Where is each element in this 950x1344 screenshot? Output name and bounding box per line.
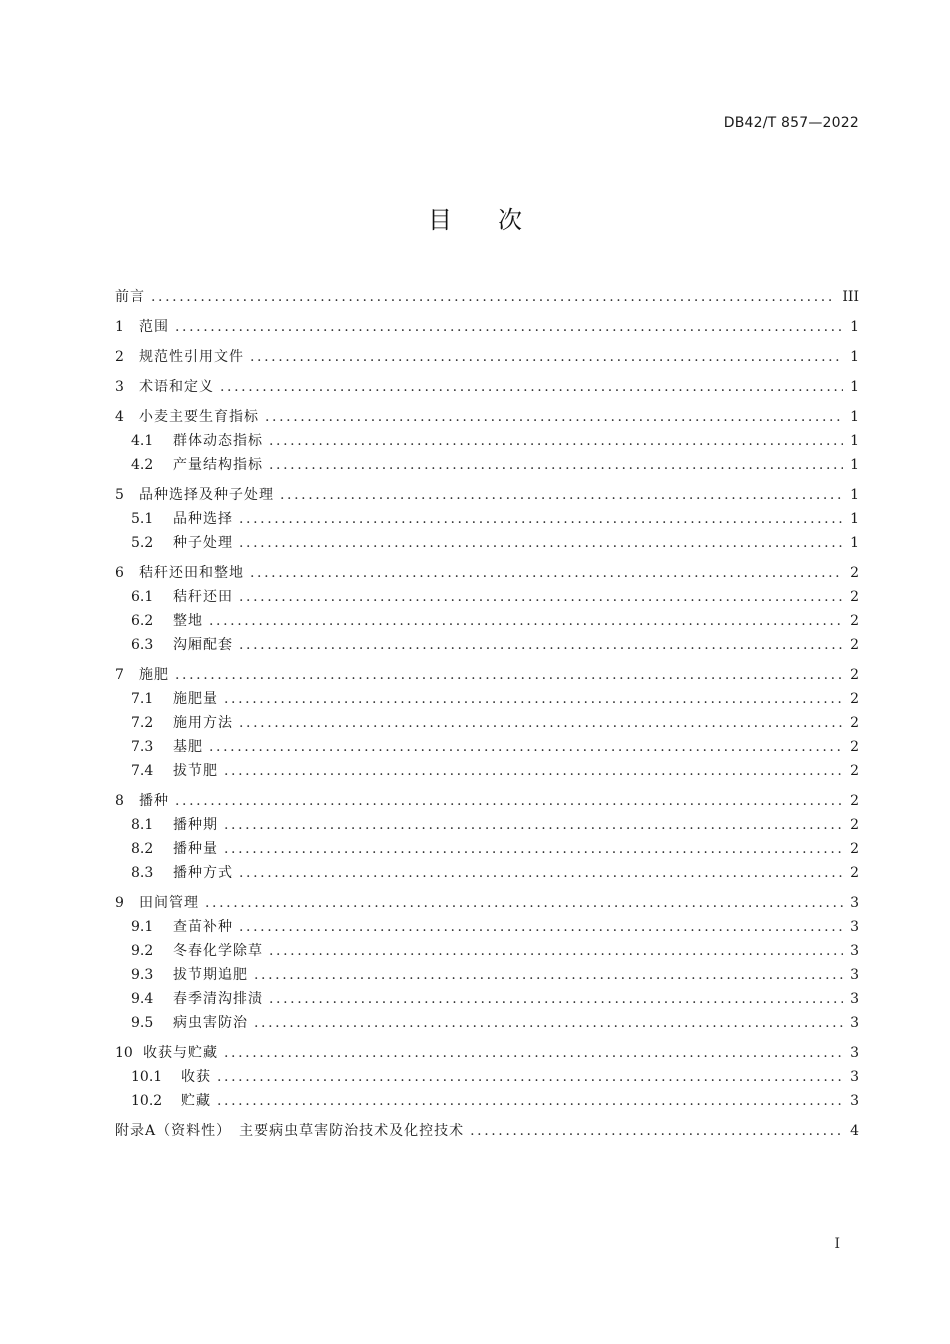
toc-entry-title: 施用方法 [173, 715, 233, 731]
toc-entry-number: 4.2 [131, 457, 154, 473]
toc-dot-leader [151, 288, 836, 306]
toc-entry-title: 规范性引用文件 [139, 349, 244, 365]
toc-entry-title: 品种选择 [173, 511, 233, 527]
toc-entry-title: 秸秆还田和整地 [139, 565, 244, 581]
toc-dot-leader [239, 918, 843, 936]
toc-entry-number: 7 [115, 667, 124, 683]
toc-entry-page: 1 [850, 433, 859, 449]
toc-dot-leader [175, 318, 843, 336]
toc-entry-page: 3 [850, 1015, 859, 1031]
toc-entry-number: 9.4 [131, 991, 154, 1007]
footer-page-number: I [834, 1236, 840, 1252]
toc-entry-title: 小麦主要生育指标 [139, 409, 259, 425]
toc-entry-page: 2 [850, 613, 859, 629]
toc-entry[interactable] [115, 318, 859, 336]
toc-entry[interactable] [115, 456, 859, 474]
toc-entry-title: 前言 [115, 289, 145, 305]
toc-entry-number: 7.1 [131, 691, 154, 707]
toc-entry[interactable] [115, 588, 859, 606]
toc-entry-title: 附录A（资料性） 主要病虫草害防治技术及化控技术 [115, 1123, 465, 1139]
toc-entry-title: 施肥 [139, 667, 169, 683]
toc-entry-page: 1 [850, 409, 859, 425]
toc-entry[interactable] [115, 636, 859, 654]
toc-entry-number: 6.1 [131, 589, 154, 605]
toc-entry-page: 1 [850, 349, 859, 365]
toc-entry-number: 5.1 [131, 511, 154, 527]
toc-entry-page: 3 [850, 1093, 859, 1109]
toc-entry-page: 1 [850, 511, 859, 527]
toc-dot-leader [250, 564, 843, 582]
toc-entry[interactable] [115, 534, 859, 552]
toc-entry-page: 1 [850, 535, 859, 551]
toc-entry-title: 播种方式 [173, 865, 233, 881]
toc-dot-leader [175, 792, 843, 810]
toc-entry-page: 2 [850, 637, 859, 653]
toc-entry-number: 7.2 [131, 715, 154, 731]
toc-dot-leader [209, 612, 843, 630]
toc-entry-page: 3 [850, 895, 859, 911]
toc-entry-page: 2 [850, 739, 859, 755]
toc-entry-number: 9.5 [131, 1015, 154, 1031]
toc-entry-title: 整地 [173, 613, 203, 629]
toc-dot-leader [239, 636, 843, 654]
toc-entry-number: 9.2 [131, 943, 154, 959]
toc-entry-page: 4 [850, 1123, 859, 1139]
toc-dot-leader [254, 1014, 843, 1032]
toc-entry-page: 2 [850, 865, 859, 881]
toc-entry[interactable] [115, 1092, 859, 1110]
toc-entry-title: 品种选择及种子处理 [139, 487, 274, 503]
toc-entry[interactable] [115, 690, 859, 708]
toc-dot-leader [224, 762, 843, 780]
toc-entry-number: 3 [115, 379, 124, 395]
toc-entry[interactable] [115, 486, 859, 504]
toc-entry-number: 5.2 [131, 535, 154, 551]
toc-entry-number: 6.2 [131, 613, 154, 629]
toc-entry-page: 3 [850, 1045, 859, 1061]
toc-entry-page: 2 [850, 691, 859, 707]
toc-dot-leader [220, 378, 843, 396]
toc-entry-title: 播种量 [173, 841, 218, 857]
toc-dot-leader [224, 816, 843, 834]
toc-entry-number: 4 [115, 409, 124, 425]
toc-entry[interactable] [115, 864, 859, 882]
toc-entry-number: 5 [115, 487, 124, 503]
toc-dot-leader [254, 966, 843, 984]
toc-entry-title: 群体动态指标 [173, 433, 263, 449]
toc-entry[interactable] [115, 348, 859, 366]
toc-dot-leader [265, 408, 843, 426]
toc-entry-title: 拔节期追肥 [173, 967, 248, 983]
toc-entry[interactable] [115, 432, 859, 450]
toc-entry-number: 9.3 [131, 967, 154, 983]
toc-entry-number: 7.3 [131, 739, 154, 755]
toc-entry-page: 2 [850, 793, 859, 809]
toc-entry-page: 3 [850, 1069, 859, 1085]
toc-entry[interactable] [115, 1044, 859, 1062]
toc-entry-number: 6 [115, 565, 124, 581]
toc-entry[interactable] [115, 816, 859, 834]
toc-entry-page: 1 [850, 319, 859, 335]
toc-entry-number: 10 [115, 1045, 133, 1061]
toc-entry[interactable] [115, 894, 859, 912]
toc-entry[interactable] [115, 1122, 859, 1140]
toc-entry-title: 施肥量 [173, 691, 218, 707]
toc-entry-page: 2 [850, 565, 859, 581]
toc-entry-title: 范围 [139, 319, 169, 335]
toc-entry-page: 1 [850, 487, 859, 503]
toc-dot-leader [217, 1092, 843, 1110]
toc-entry-page: 2 [850, 763, 859, 779]
toc-entry[interactable] [115, 288, 859, 306]
toc-entry[interactable] [115, 378, 859, 396]
toc-entry-title: 田间管理 [139, 895, 199, 911]
toc-entry-page: 3 [850, 991, 859, 1007]
toc-entry-title: 种子处理 [173, 535, 233, 551]
toc-entry-page: 1 [850, 457, 859, 473]
toc-entry-page: 2 [850, 589, 859, 605]
toc-dot-leader [209, 738, 843, 756]
toc-dot-leader [239, 864, 843, 882]
toc-entry-page: 3 [850, 967, 859, 983]
toc-entry-number: 9.1 [131, 919, 154, 935]
page-title: 目次 [428, 206, 568, 234]
toc-entry[interactable] [115, 666, 859, 684]
toc-dot-leader [175, 666, 843, 684]
toc-dot-leader [239, 534, 843, 552]
toc-entry-number: 8.1 [131, 817, 154, 833]
toc-entry-page: 2 [850, 817, 859, 833]
toc-entry-title: 病虫害防治 [173, 1015, 248, 1031]
toc-entry-number: 8 [115, 793, 124, 809]
toc-dot-leader [239, 510, 843, 528]
toc-entry-number: 7.4 [131, 763, 154, 779]
toc-entry[interactable] [115, 408, 859, 426]
toc-entry[interactable] [115, 738, 859, 756]
toc-entry-title: 产量结构指标 [173, 457, 263, 473]
toc-entry[interactable] [115, 942, 859, 960]
toc-entry-title: 冬春化学除草 [173, 943, 263, 959]
toc-entry[interactable] [115, 510, 859, 528]
toc-entry-number: 2 [115, 349, 124, 365]
toc-dot-leader [269, 456, 843, 474]
toc-entry-page: 2 [850, 841, 859, 857]
toc-entry-title: 收获 [181, 1069, 211, 1085]
toc-entry-page: III [842, 289, 859, 305]
toc-entry-title: 春季清沟排渍 [173, 991, 263, 1007]
toc-entry-page: 2 [850, 667, 859, 683]
toc-entry-number: 6.3 [131, 637, 154, 653]
toc-entry[interactable] [115, 918, 859, 936]
toc-dot-leader [280, 486, 843, 504]
table-of-contents [115, 288, 859, 1140]
toc-dot-leader [224, 690, 843, 708]
toc-entry-title: 术语和定义 [139, 379, 214, 395]
toc-entry-title: 查苗补种 [173, 919, 233, 935]
toc-entry-title: 拔节肥 [173, 763, 218, 779]
toc-entry-number: 1 [115, 319, 124, 335]
standard-code: DB42/T 857—2022 [723, 115, 859, 131]
toc-dot-leader [205, 894, 843, 912]
toc-dot-leader [224, 840, 843, 858]
toc-entry[interactable] [115, 1068, 859, 1086]
toc-entry[interactable] [115, 564, 859, 582]
toc-entry-number: 4.1 [131, 433, 154, 449]
toc-dot-leader [269, 990, 843, 1008]
toc-dot-leader [239, 588, 843, 606]
toc-entry-page: 2 [850, 715, 859, 731]
toc-entry-page: 3 [850, 943, 859, 959]
toc-entry-title: 播种 [139, 793, 169, 809]
toc-entry-page: 3 [850, 919, 859, 935]
toc-dot-leader [217, 1068, 843, 1086]
toc-dot-leader [224, 1044, 843, 1062]
toc-entry-title: 沟厢配套 [173, 637, 233, 653]
toc-entry[interactable] [115, 990, 859, 1008]
toc-entry-title: 基肥 [173, 739, 203, 755]
toc-dot-leader [470, 1122, 843, 1140]
toc-entry-title: 秸秆还田 [173, 589, 233, 605]
toc-dot-leader [269, 432, 843, 450]
toc-entry[interactable] [115, 966, 859, 984]
toc-entry-title: 贮藏 [181, 1093, 211, 1109]
toc-dot-leader [269, 942, 843, 960]
toc-entry-number: 10.1 [131, 1069, 163, 1085]
toc-entry[interactable] [115, 762, 859, 780]
toc-entry-number: 8.2 [131, 841, 154, 857]
toc-entry[interactable] [115, 714, 859, 732]
toc-entry[interactable] [115, 1014, 859, 1032]
toc-dot-leader [239, 714, 843, 732]
toc-entry-number: 10.2 [131, 1093, 163, 1109]
toc-entry[interactable] [115, 792, 859, 810]
toc-entry[interactable] [115, 840, 859, 858]
toc-entry-number: 8.3 [131, 865, 154, 881]
toc-entry-title: 收获与贮藏 [143, 1045, 218, 1061]
toc-entry-number: 9 [115, 895, 124, 911]
toc-entry-title: 播种期 [173, 817, 218, 833]
toc-dot-leader [250, 348, 843, 366]
toc-entry[interactable] [115, 612, 859, 630]
toc-entry-page: 1 [850, 379, 859, 395]
